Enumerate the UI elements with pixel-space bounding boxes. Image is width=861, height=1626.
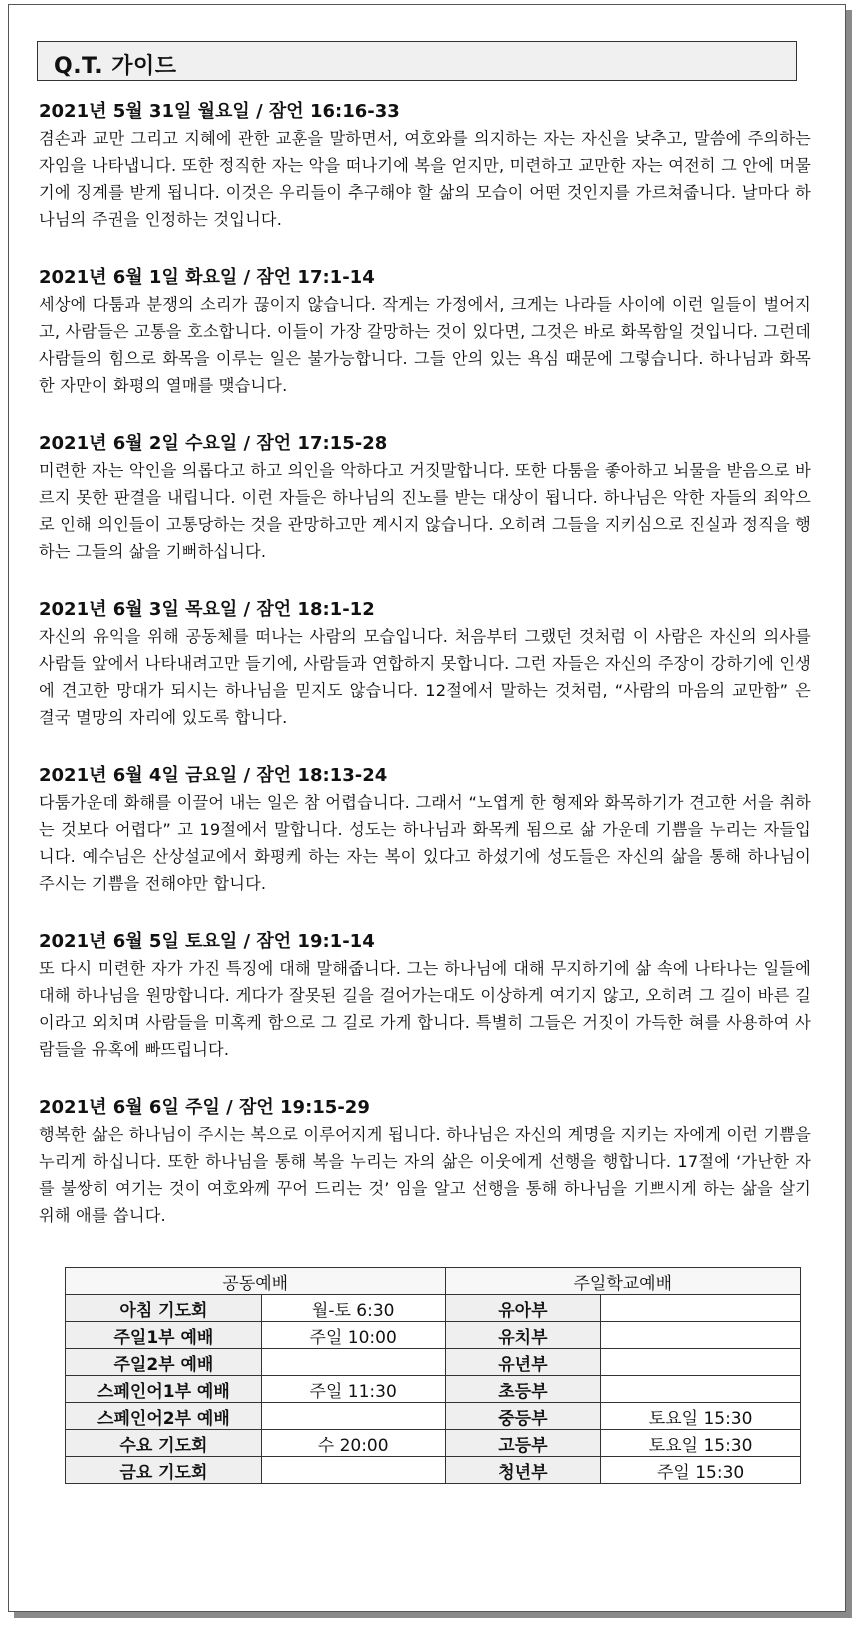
- entry-title: 2021년 6월 4일 금요일 / 잠언 18:13-24: [39, 765, 388, 786]
- service-name: 수요 기도회: [66, 1430, 262, 1457]
- table-row: [66, 1376, 801, 1403]
- service-name: 스페인어1부 예배: [66, 1376, 262, 1403]
- devotion-entry: [39, 597, 811, 731]
- table-row: [66, 1322, 801, 1349]
- service-name: 주일2부 예배: [66, 1349, 262, 1376]
- devotion-entry: [39, 763, 811, 897]
- table-row: [66, 1430, 801, 1457]
- table-row: [66, 1295, 801, 1322]
- service-time: [261, 1403, 445, 1430]
- entry-body: 다툼가운데 화해를 이끌어 내는 일은 참 어렵습니다. 그래서 “노엽게 한 형제와 화목하기가 견고한 서을 취하는 것보다 어렵다” 고 19절에서 말합니다. 성도는 하나님과 화목케 됨으로 삶 가운데 기쁨을 누리는 자들입니다. 예수님은 산상설교에서 화평케 하는 자는 복이 있다고 하셨기에 성도들은 자신의 삶을 통해 하나님이 주시는 기쁨을 전해야만 합니다.: [39, 793, 811, 893]
- entry-title: 2021년 6월 3일 목요일 / 잠언 18:1-12: [39, 599, 375, 620]
- entry-title: 2021년 6월 6일 주일 / 잠언 19:15-29: [39, 1097, 370, 1118]
- department-name: 청년부: [445, 1457, 601, 1484]
- department-name: 중등부: [445, 1403, 601, 1430]
- entry-body: 미련한 자는 악인을 의롭다고 하고 의인을 악하다고 거짓말합니다. 또한 다툼을 좋아하고 뇌물을 받음으로 바르지 못한 판결을 내립니다. 이런 자들은 하나님의 진노를 받는 대상이 됩니다. 하나님은 악한 자들의 죄악으로 인해 의인들이 고통당하는 것을 관망하고만 계시지 않습니다. 오히려 그들을 지키심으로 진실과 정직을 행하는 그들의 삶을 기뻐하십니다.: [39, 461, 811, 561]
- entry-title: 2021년 6월 5일 토요일 / 잠언 19:1-14: [39, 931, 375, 952]
- section-title: Q.T. 가이드: [54, 54, 177, 79]
- service-name: 주일1부 예배: [66, 1322, 262, 1349]
- devotion-entry: [39, 929, 811, 1063]
- table-row: [66, 1457, 801, 1484]
- entry-body: 겸손과 교만 그리고 지혜에 관한 교훈을 말하면서, 여호와를 의지하는 자는 자신을 낮추고, 말씀에 주의하는 자임을 나타냅니다. 또한 정직한 자는 악을 떠나기에 복을 얻지만, 미련하고 교만한 자는 여전히 그 안에 머물기에 징계를 받게 됩니다. 이것은 우리들이 추구해야 할 삶의 모습이 어떤 것인지를 가르쳐줍니다. 날마다 하나님의 주권을 인정하는 것입니다.: [39, 129, 811, 229]
- department-time: 주일 15:30: [601, 1457, 801, 1484]
- department-time: 토요일 15:30: [601, 1403, 801, 1430]
- entry-title: 2021년 5월 31일 월요일 / 잠언 16:16-33: [39, 101, 400, 122]
- department-time: [601, 1322, 801, 1349]
- bulletin-page: [8, 4, 846, 1612]
- entry-body: 세상에 다툼과 분쟁의 소리가 끊이지 않습니다. 작게는 가정에서, 크게는 나라들 사이에 이런 일들이 벌어지고, 사람들은 고통을 호소합니다. 이들이 가장 갈망하는 것이 있다면, 그것은 바로 화목함일 것입니다. 그런데 사람들의 힘으로 화목을 이루는 일은 불가능합니다. 그들 안의 있는 욕심 때문에 그렇습니다. 하나님과 화목한 자만이 화평의 열매를 맺습니다.: [39, 295, 811, 395]
- service-time: 주일 11:30: [261, 1376, 445, 1403]
- service-name: 금요 기도회: [66, 1457, 262, 1484]
- devotion-entry: [39, 1095, 811, 1229]
- department-name: 유년부: [445, 1349, 601, 1376]
- entry-body: 행복한 삶은 하나님이 주시는 복으로 이루어지게 됩니다. 하나님은 자신의 계명을 지키는 자에게 이런 기쁨을 누리게 하십니다. 또한 하나님을 통해 복을 누리는 자의 삶은 이웃에게 선행을 행합니다. 17절에 ‘가난한 자를 불쌍히 여기는 것이 여호와께 꾸어 드리는 것’ 임을 알고 선행을 통해 하나님을 기쁘시게 하는 삶을 살기 위해 애를 씁니다.: [39, 1125, 811, 1225]
- service-time: 주일 10:00: [261, 1322, 445, 1349]
- department-name: 고등부: [445, 1430, 601, 1457]
- entry-body: 또 다시 미련한 자가 가진 특징에 대해 말해줍니다. 그는 하나님에 대해 무지하기에 삶 속에 나타나는 일들에 대해 하나님을 원망합니다. 게다가 잘못된 길을 걸어가는대도 이상하게 여기지 않고, 오히려 그 길이 바른 길이라고 외치며 사람들을 미혹케 함으로 그 길로 가게 합니다. 특별히 그들은 거짓이 가득한 혀를 사용하여 사람들을 유혹에 빠뜨립니다.: [39, 959, 811, 1059]
- service-time: 수 20:00: [261, 1430, 445, 1457]
- table-row: [66, 1349, 801, 1376]
- table-header-row: [66, 1268, 801, 1295]
- entry-body: 자신의 유익을 위해 공동체를 떠나는 사람의 모습입니다. 처음부터 그랬던 것처럼 이 사람은 자신의 의사를 사람들 앞에서 나타내려고만 들기에, 사람들과 연합하지 못합니다. 그런 자들은 자신의 주장이 강하기에 인생에 견고한 망대가 되시는 하나님을 믿지도 않습니다. 12절에서 말하는 것처럼, “사람의 마음의 교만함” 은 결국 멸망의 자리에 있도록 합니다.: [39, 627, 811, 727]
- service-name: 아침 기도회: [66, 1295, 262, 1322]
- entry-title: 2021년 6월 1일 화요일 / 잠언 17:1-14: [39, 267, 375, 288]
- department-time: [601, 1349, 801, 1376]
- service-time: [261, 1457, 445, 1484]
- department-time: 토요일 15:30: [601, 1430, 801, 1457]
- devotion-entry: [39, 431, 811, 565]
- sunday-school-header: 주일학교예배: [445, 1268, 800, 1295]
- entry-title: 2021년 6월 2일 수요일 / 잠언 17:15-28: [39, 433, 388, 454]
- table-row: [66, 1403, 801, 1430]
- devotion-entry: [39, 99, 811, 233]
- section-header: [37, 41, 797, 81]
- department-name: 초등부: [445, 1376, 601, 1403]
- service-time: 월-토 6:30: [261, 1295, 445, 1322]
- department-name: 유치부: [445, 1322, 601, 1349]
- service-name: 스페인어2부 예배: [66, 1403, 262, 1430]
- department-name: 유아부: [445, 1295, 601, 1322]
- worship-schedule-table: [65, 1267, 801, 1484]
- department-time: [601, 1295, 801, 1322]
- worship-header: 공동예배: [66, 1268, 446, 1295]
- service-time: [261, 1349, 445, 1376]
- devotion-entry: [39, 265, 811, 399]
- department-time: [601, 1376, 801, 1403]
